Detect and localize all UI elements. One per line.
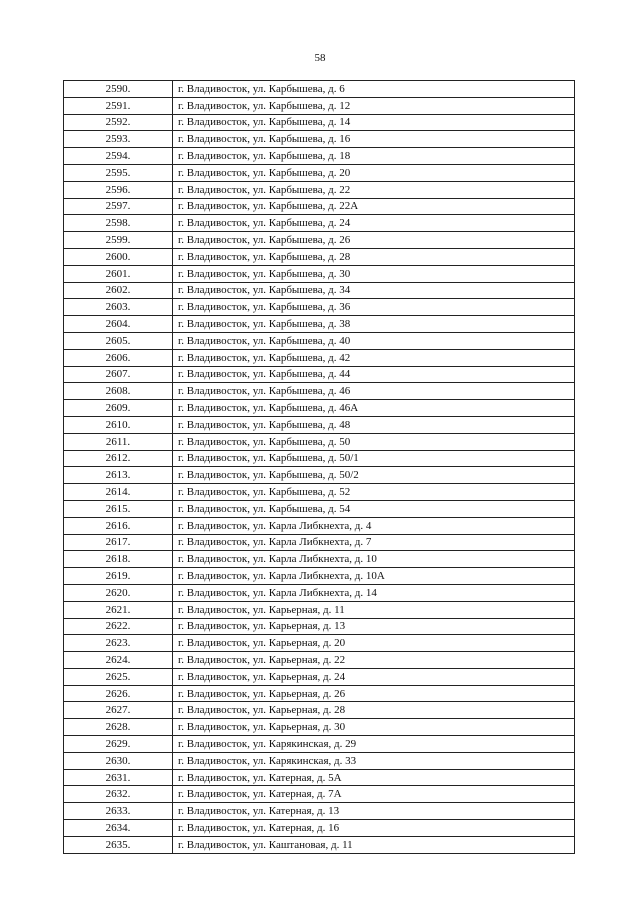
- row-address: г. Владивосток, ул. Карбышева, д. 14: [173, 114, 575, 131]
- table-row: [64, 584, 575, 601]
- row-number: 2622.: [64, 618, 173, 635]
- row-address: г. Владивосток, ул. Карьерная, д. 11: [173, 601, 575, 618]
- table-row: [64, 551, 575, 568]
- row-address: г. Владивосток, ул. Карбышева, д. 22: [173, 181, 575, 198]
- row-number: 2612.: [64, 450, 173, 467]
- table-row: [64, 97, 575, 114]
- row-number: 2621.: [64, 601, 173, 618]
- row-address: г. Владивосток, ул. Карла Либкнехта, д. 10: [173, 551, 575, 568]
- row-number: 2623.: [64, 635, 173, 652]
- table-row: [64, 618, 575, 635]
- row-address: г. Владивосток, ул. Карбышева, д. 52: [173, 484, 575, 501]
- table-row: [64, 282, 575, 299]
- row-number: 2596.: [64, 181, 173, 198]
- row-number: 2607.: [64, 366, 173, 383]
- row-number: 2615.: [64, 500, 173, 517]
- row-address: г. Владивосток, ул. Карьерная, д. 24: [173, 668, 575, 685]
- table-row: [64, 416, 575, 433]
- row-address: г. Владивосток, ул. Карбышева, д. 20: [173, 164, 575, 181]
- table-row: [64, 517, 575, 534]
- row-address: г. Владивосток, ул. Карбышева, д. 24: [173, 215, 575, 232]
- row-number: 2603.: [64, 299, 173, 316]
- row-number: 2605.: [64, 332, 173, 349]
- row-address: г. Владивосток, ул. Карбышева, д. 44: [173, 366, 575, 383]
- row-number: 2597.: [64, 198, 173, 215]
- table-row: [64, 114, 575, 131]
- row-address: г. Владивосток, ул. Катерная, д. 13: [173, 803, 575, 820]
- row-address: г. Владивосток, ул. Карбышева, д. 54: [173, 500, 575, 517]
- table-row: [64, 81, 575, 98]
- table-row: [64, 198, 575, 215]
- table-row: [64, 702, 575, 719]
- row-number: 2600.: [64, 248, 173, 265]
- table-row: [64, 433, 575, 450]
- table-row: [64, 181, 575, 198]
- row-address: г. Владивосток, ул. Карьерная, д. 28: [173, 702, 575, 719]
- row-address: г. Владивосток, ул. Катерная, д. 5А: [173, 769, 575, 786]
- row-number: 2613.: [64, 467, 173, 484]
- row-number: 2624.: [64, 652, 173, 669]
- table-row: [64, 668, 575, 685]
- row-address: г. Владивосток, ул. Карбышева, д. 46: [173, 383, 575, 400]
- row-number: 2606.: [64, 349, 173, 366]
- row-address: г. Владивосток, ул. Карла Либкнехта, д. 10А: [173, 568, 575, 585]
- row-number: 2599.: [64, 232, 173, 249]
- table-row: [64, 450, 575, 467]
- row-address: г. Владивосток, ул. Карбышева, д. 40: [173, 332, 575, 349]
- table-row: [64, 265, 575, 282]
- row-address: г. Владивосток, ул. Карбышева, д. 46А: [173, 400, 575, 417]
- row-address: г. Владивосток, ул. Карбышева, д. 16: [173, 131, 575, 148]
- table-row: [64, 803, 575, 820]
- table-row: [64, 685, 575, 702]
- row-address: г. Владивосток, ул. Карбышева, д. 42: [173, 349, 575, 366]
- row-address: г. Владивосток, ул. Карла Либкнехта, д. 7: [173, 534, 575, 551]
- row-number: 2608.: [64, 383, 173, 400]
- row-number: 2629.: [64, 736, 173, 753]
- row-number: 2627.: [64, 702, 173, 719]
- row-number: 2593.: [64, 131, 173, 148]
- table-row: [64, 248, 575, 265]
- row-number: 2618.: [64, 551, 173, 568]
- row-number: 2595.: [64, 164, 173, 181]
- table-row: [64, 316, 575, 333]
- row-number: 2625.: [64, 668, 173, 685]
- row-number: 2633.: [64, 803, 173, 820]
- table-row: [64, 164, 575, 181]
- table-row: [64, 148, 575, 165]
- row-address: г. Владивосток, ул. Карбышева, д. 38: [173, 316, 575, 333]
- row-number: 2635.: [64, 836, 173, 853]
- row-address: г. Владивосток, ул. Карьерная, д. 13: [173, 618, 575, 635]
- page-number: 58: [314, 52, 326, 64]
- table-row: [64, 299, 575, 316]
- address-table-body: [64, 81, 575, 854]
- table-row: [64, 836, 575, 853]
- row-address: г. Владивосток, ул. Катерная, д. 7А: [173, 786, 575, 803]
- row-number: 2598.: [64, 215, 173, 232]
- row-number: 2591.: [64, 97, 173, 114]
- address-table: [63, 80, 575, 854]
- table-row: [64, 383, 575, 400]
- table-row: [64, 467, 575, 484]
- row-number: 2628.: [64, 719, 173, 736]
- table-row: [64, 500, 575, 517]
- row-address: г. Владивосток, ул. Карьерная, д. 20: [173, 635, 575, 652]
- table-row: [64, 215, 575, 232]
- table-row: [64, 752, 575, 769]
- table-row: [64, 601, 575, 618]
- row-number: 2609.: [64, 400, 173, 417]
- row-number: 2604.: [64, 316, 173, 333]
- row-address: г. Владивосток, ул. Карбышева, д. 26: [173, 232, 575, 249]
- row-address: г. Владивосток, ул. Карбышева, д. 50/1: [173, 450, 575, 467]
- table-row: [64, 332, 575, 349]
- row-number: 2626.: [64, 685, 173, 702]
- table-row: [64, 820, 575, 837]
- row-address: г. Владивосток, ул. Карбышева, д. 50: [173, 433, 575, 450]
- row-number: 2611.: [64, 433, 173, 450]
- row-number: 2632.: [64, 786, 173, 803]
- table-row: [64, 534, 575, 551]
- table-row: [64, 769, 575, 786]
- table-row: [64, 568, 575, 585]
- row-number: 2614.: [64, 484, 173, 501]
- row-number: 2590.: [64, 81, 173, 98]
- row-address: г. Владивосток, ул. Карьерная, д. 22: [173, 652, 575, 669]
- row-address: г. Владивосток, ул. Карбышева, д. 18: [173, 148, 575, 165]
- row-address: г. Владивосток, ул. Карбышева, д. 34: [173, 282, 575, 299]
- table-row: [64, 366, 575, 383]
- row-address: г. Владивосток, ул. Карбышева, д. 28: [173, 248, 575, 265]
- row-number: 2630.: [64, 752, 173, 769]
- row-address: г. Владивосток, ул. Карла Либкнехта, д. 4: [173, 517, 575, 534]
- row-address: г. Владивосток, ул. Карбышева, д. 48: [173, 416, 575, 433]
- table-row: [64, 232, 575, 249]
- row-address: г. Владивосток, ул. Каштановая, д. 11: [173, 836, 575, 853]
- row-number: 2592.: [64, 114, 173, 131]
- table-row: [64, 786, 575, 803]
- row-address: г. Владивосток, ул. Карьерная, д. 30: [173, 719, 575, 736]
- row-address: г. Владивосток, ул. Карякинская, д. 33: [173, 752, 575, 769]
- row-number: 2616.: [64, 517, 173, 534]
- row-number: 2620.: [64, 584, 173, 601]
- row-number: 2594.: [64, 148, 173, 165]
- table-row: [64, 400, 575, 417]
- table-row: [64, 131, 575, 148]
- row-number: 2619.: [64, 568, 173, 585]
- table-row: [64, 719, 575, 736]
- row-number: 2617.: [64, 534, 173, 551]
- row-number: 2634.: [64, 820, 173, 837]
- row-address: г. Владивосток, ул. Катерная, д. 16: [173, 820, 575, 837]
- row-address: г. Владивосток, ул. Карбышева, д. 22А: [173, 198, 575, 215]
- row-address: г. Владивосток, ул. Карбышева, д. 30: [173, 265, 575, 282]
- table-row: [64, 484, 575, 501]
- row-address: г. Владивосток, ул. Карьерная, д. 26: [173, 685, 575, 702]
- row-number: 2601.: [64, 265, 173, 282]
- row-number: 2602.: [64, 282, 173, 299]
- row-address: г. Владивосток, ул. Карякинская, д. 29: [173, 736, 575, 753]
- table-row: [64, 736, 575, 753]
- row-address: г. Владивосток, ул. Карбышева, д. 6: [173, 81, 575, 98]
- row-address: г. Владивосток, ул. Карла Либкнехта, д. 14: [173, 584, 575, 601]
- row-address: г. Владивосток, ул. Карбышева, д. 50/2: [173, 467, 575, 484]
- row-number: 2631.: [64, 769, 173, 786]
- table-row: [64, 349, 575, 366]
- row-address: г. Владивосток, ул. Карбышева, д. 36: [173, 299, 575, 316]
- table-row: [64, 635, 575, 652]
- row-number: 2610.: [64, 416, 173, 433]
- table-row: [64, 652, 575, 669]
- row-address: г. Владивосток, ул. Карбышева, д. 12: [173, 97, 575, 114]
